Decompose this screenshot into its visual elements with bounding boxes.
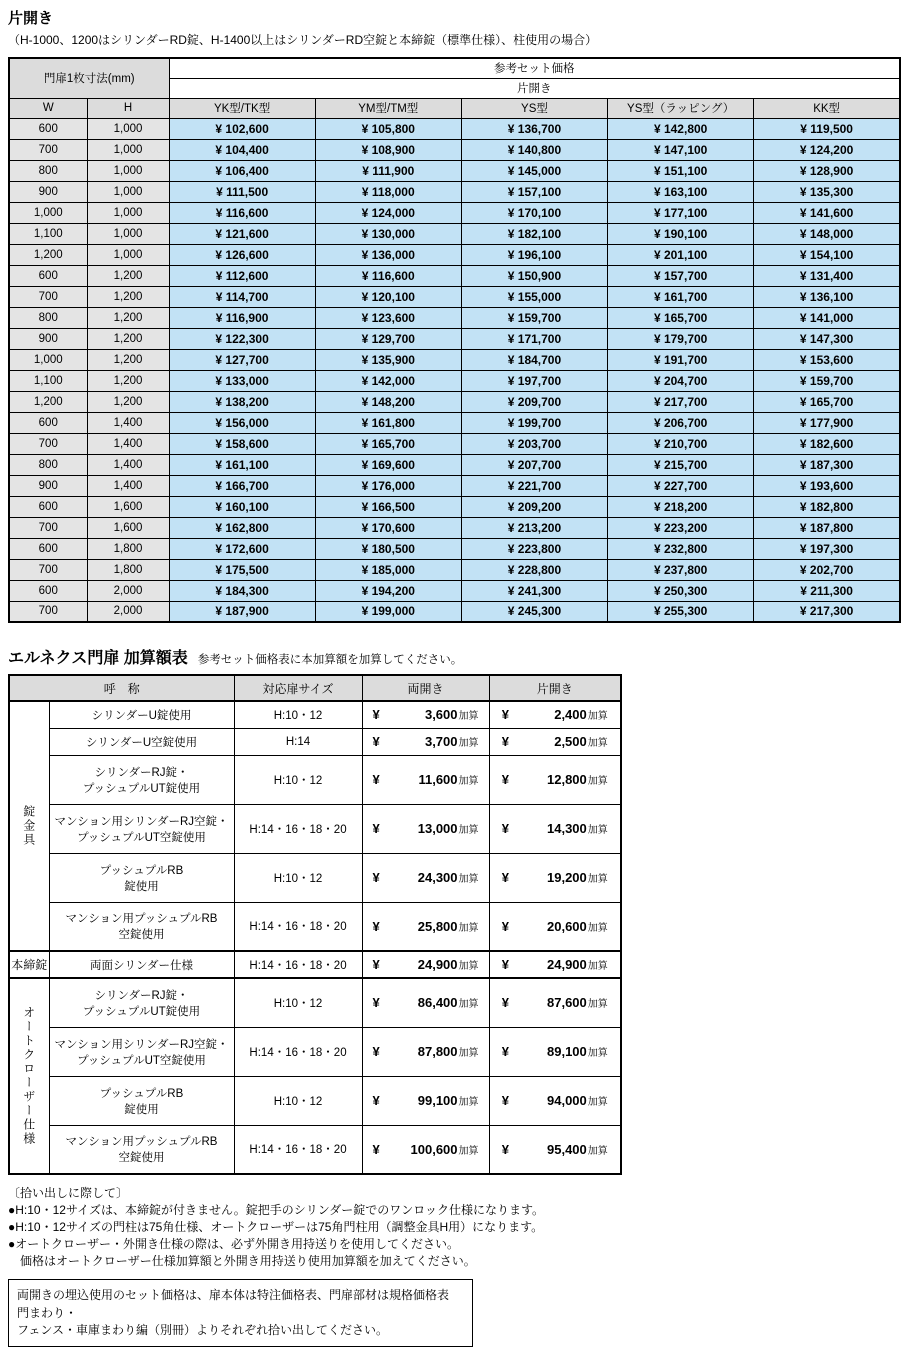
price-row: [9, 307, 900, 328]
price-cell: ¥ 158,600: [169, 433, 315, 454]
price-cell: ¥ 217,700: [608, 391, 754, 412]
price-cell: ¥ 213,200: [461, 517, 607, 538]
price-cell: ¥ 148,200: [315, 391, 461, 412]
surcharge-section-header: [8, 645, 901, 668]
price-cell: ¥ 196,100: [461, 244, 607, 265]
price-cell: ¥ 172,600: [169, 538, 315, 559]
group-label: 本締錠: [9, 951, 49, 978]
price-cell: ¥ 147,300: [754, 328, 900, 349]
price-cell: ¥ 182,800: [754, 496, 900, 517]
group-label: 錠金具: [9, 701, 49, 951]
surcharge-row: [9, 755, 621, 804]
price-cell: ¥ 130,000: [315, 223, 461, 244]
h-cell: 1,400: [87, 412, 169, 433]
item-name-cell: プッシュプルRB 錠使用: [49, 853, 234, 902]
surcharge-row: [9, 978, 621, 1027]
price-row: [9, 412, 900, 433]
h-cell: 1,800: [87, 559, 169, 580]
surcharge-col-double: 両開き: [362, 675, 489, 701]
price-cell: ¥ 227,700: [608, 475, 754, 496]
w-cell: 800: [9, 307, 87, 328]
h-cell: 1,800: [87, 538, 169, 559]
surcharge-table-body: [9, 701, 621, 1174]
price-cell: ¥ 185,000: [315, 559, 461, 580]
surcharge-col-size: 対応扉サイズ: [234, 675, 362, 701]
door-size-cell: H:10・12: [234, 701, 362, 728]
h-cell: 1,200: [87, 265, 169, 286]
price-cell: ¥ 114,700: [169, 286, 315, 307]
surcharge-row: [9, 701, 621, 728]
price-cell: ¥ 108,900: [315, 139, 461, 160]
price-cell: ¥ 209,200: [461, 496, 607, 517]
price-row: [9, 391, 900, 412]
h-cell: 2,000: [87, 601, 169, 622]
h-cell: 1,000: [87, 244, 169, 265]
boxed-note-line: 両開きの埋込使用のセット価格は、扉本体は特注価格表、門扉部材は規格価格表 門まわり・: [17, 1288, 450, 1320]
price-cell: ¥ 136,100: [754, 286, 900, 307]
single-price-cell: ¥ 14,300 加算: [489, 804, 621, 853]
w-cell: 700: [9, 559, 87, 580]
h-cell: 1,200: [87, 307, 169, 328]
col-header-yk: YK型/TK型: [169, 98, 315, 118]
price-cell: ¥ 161,700: [608, 286, 754, 307]
single-price-cell: ¥ 20,600 加算: [489, 902, 621, 951]
single-price-cell: ¥ 24,900 加算: [489, 951, 621, 978]
price-table-body: [9, 118, 900, 622]
price-row: [9, 517, 900, 538]
price-cell: ¥ 194,200: [315, 580, 461, 601]
price-row: [9, 265, 900, 286]
price-cell: ¥ 165,700: [608, 307, 754, 328]
door-size-cell: H:10・12: [234, 755, 362, 804]
price-cell: ¥ 210,700: [608, 433, 754, 454]
col-header-ys-wrap: YS型（ラッピング）: [608, 98, 754, 118]
price-cell: ¥ 105,800: [315, 118, 461, 139]
door-size-cell: H:14・16・18・20: [234, 1027, 362, 1076]
w-cell: 700: [9, 517, 87, 538]
item-name-cell: シリンダーRJ錠・ プッシュプルUT錠使用: [49, 978, 234, 1027]
price-cell: ¥ 104,400: [169, 139, 315, 160]
price-cell: ¥ 157,100: [461, 181, 607, 202]
price-cell: ¥ 157,700: [608, 265, 754, 286]
price-cell: ¥ 232,800: [608, 538, 754, 559]
price-cell: ¥ 184,300: [169, 580, 315, 601]
door-size-cell: H:10・12: [234, 853, 362, 902]
price-cell: ¥ 133,000: [169, 370, 315, 391]
price-cell: ¥ 116,900: [169, 307, 315, 328]
price-cell: ¥ 126,600: [169, 244, 315, 265]
price-cell: ¥ 166,500: [315, 496, 461, 517]
w-cell: 600: [9, 496, 87, 517]
double-price-cell: ¥ 24,300 加算: [362, 853, 489, 902]
price-cell: ¥ 116,600: [169, 202, 315, 223]
price-cell: ¥ 148,000: [754, 223, 900, 244]
h-cell: 1,400: [87, 475, 169, 496]
single-price-cell: ¥ 95,400 加算: [489, 1125, 621, 1174]
price-cell: ¥ 136,000: [315, 244, 461, 265]
w-cell: 600: [9, 118, 87, 139]
price-cell: ¥ 112,600: [169, 265, 315, 286]
price-cell: ¥ 182,600: [754, 433, 900, 454]
single-price-cell: ¥ 87,600 加算: [489, 978, 621, 1027]
price-cell: ¥ 237,800: [608, 559, 754, 580]
boxed-note: [8, 1279, 473, 1347]
price-row: [9, 118, 900, 139]
price-cell: ¥ 162,800: [169, 517, 315, 538]
price-cell: ¥ 193,600: [754, 475, 900, 496]
w-cell: 700: [9, 433, 87, 454]
w-cell: 1,100: [9, 223, 87, 244]
price-cell: ¥ 221,700: [461, 475, 607, 496]
price-cell: ¥ 182,100: [461, 223, 607, 244]
price-row: [9, 181, 900, 202]
single-price-cell: ¥ 19,200 加算: [489, 853, 621, 902]
w-cell: 1,200: [9, 244, 87, 265]
note-line: 価格はオートクローザー仕様加算額と外開き用持送り使用加算額を加えてください。: [8, 1254, 476, 1269]
w-cell: 1,200: [9, 391, 87, 412]
w-cell: 800: [9, 454, 87, 475]
price-cell: ¥ 111,900: [315, 160, 461, 181]
price-cell: ¥ 163,100: [608, 181, 754, 202]
price-row: [9, 601, 900, 622]
price-cell: ¥ 241,300: [461, 580, 607, 601]
surcharge-row: [9, 1076, 621, 1125]
notes: [8, 1185, 901, 1270]
price-row: [9, 559, 900, 580]
single-price-cell: ¥ 94,000 加算: [489, 1076, 621, 1125]
single-price-cell: ¥ 2,500 加算: [489, 728, 621, 755]
price-cell: ¥ 161,800: [315, 412, 461, 433]
double-price-cell: ¥ 25,800 加算: [362, 902, 489, 951]
price-cell: ¥ 170,600: [315, 517, 461, 538]
price-row: [9, 433, 900, 454]
surcharge-row: [9, 902, 621, 951]
price-cell: ¥ 255,300: [608, 601, 754, 622]
surcharge-table: [8, 674, 622, 1175]
surcharge-row: [9, 1125, 621, 1174]
price-row: [9, 349, 900, 370]
col-header-kk: KK型: [754, 98, 900, 118]
price-cell: ¥ 175,500: [169, 559, 315, 580]
w-cell: 700: [9, 139, 87, 160]
w-cell: 600: [9, 265, 87, 286]
price-cell: ¥ 165,700: [754, 391, 900, 412]
price-cell: ¥ 223,200: [608, 517, 754, 538]
h-cell: 1,200: [87, 349, 169, 370]
price-row: [9, 370, 900, 391]
w-cell: 1,000: [9, 349, 87, 370]
w-cell: 800: [9, 160, 87, 181]
price-cell: ¥ 147,100: [608, 139, 754, 160]
door-size-cell: H:10・12: [234, 1076, 362, 1125]
double-price-cell: ¥ 11,600 加算: [362, 755, 489, 804]
w-cell: 1,100: [9, 370, 87, 391]
w-cell: 900: [9, 475, 87, 496]
price-cell: ¥ 223,800: [461, 538, 607, 559]
price-cell: ¥ 145,000: [461, 160, 607, 181]
price-cell: ¥ 204,700: [608, 370, 754, 391]
page-title: 片開き: [8, 10, 54, 27]
w-cell: 700: [9, 601, 87, 622]
door-size-cell: H:14・16・18・20: [234, 804, 362, 853]
price-cell: ¥ 199,000: [315, 601, 461, 622]
price-cell: ¥ 140,800: [461, 139, 607, 160]
price-cell: ¥ 135,300: [754, 181, 900, 202]
set-price-header-cell: 参考セット価格: [169, 58, 900, 78]
double-price-cell: ¥ 86,400 加算: [362, 978, 489, 1027]
price-cell: ¥ 136,700: [461, 118, 607, 139]
h-cell: 1,000: [87, 139, 169, 160]
price-table-header: [9, 58, 900, 118]
price-cell: ¥ 142,000: [315, 370, 461, 391]
h-cell: 1,000: [87, 202, 169, 223]
surcharge-row: [9, 951, 621, 978]
price-cell: ¥ 217,300: [754, 601, 900, 622]
h-cell: 1,000: [87, 118, 169, 139]
surcharge-subtitle: 参考セット価格表に本加算額を加算してください。: [197, 654, 463, 666]
price-cell: ¥ 169,600: [315, 454, 461, 475]
price-cell: ¥ 138,200: [169, 391, 315, 412]
price-cell: ¥ 142,800: [608, 118, 754, 139]
price-cell: ¥ 228,800: [461, 559, 607, 580]
price-cell: ¥ 124,200: [754, 139, 900, 160]
price-cell: ¥ 197,700: [461, 370, 607, 391]
price-cell: ¥ 106,400: [169, 160, 315, 181]
price-cell: ¥ 245,300: [461, 601, 607, 622]
surcharge-title: エルネクス門扉 加算額表: [8, 650, 188, 667]
h-cell: 1,000: [87, 160, 169, 181]
item-name-cell: マンション用プッシュプルRB 空錠使用: [49, 902, 234, 951]
note-line: ●H:10・12サイズの門柱は75角仕様、オートクローザーは75角門柱用（調整金具H用）になります。: [8, 1220, 544, 1235]
price-row: [9, 580, 900, 601]
double-price-cell: ¥ 3,700 加算: [362, 728, 489, 755]
price-cell: ¥ 203,700: [461, 433, 607, 454]
price-cell: ¥ 131,400: [754, 265, 900, 286]
item-name-cell: マンション用シリンダーRJ空錠・ プッシュプルUT空錠使用: [49, 804, 234, 853]
surcharge-col-name: 呼 称: [9, 675, 234, 701]
w-cell: 1,000: [9, 202, 87, 223]
price-cell: ¥ 187,300: [754, 454, 900, 475]
door-size-cell: H:14・16・18・20: [234, 1125, 362, 1174]
price-cell: ¥ 218,200: [608, 496, 754, 517]
price-cell: ¥ 177,900: [754, 412, 900, 433]
boxed-note-line: フェンス・車庫まわり編（別冊）よりそれぞれ拾い出してください。: [17, 1322, 389, 1337]
price-cell: ¥ 202,700: [754, 559, 900, 580]
h-cell: 1,600: [87, 517, 169, 538]
price-cell: ¥ 159,700: [461, 307, 607, 328]
price-cell: ¥ 171,700: [461, 328, 607, 349]
price-row: [9, 160, 900, 181]
col-header-w: W: [9, 98, 87, 118]
double-price-cell: ¥ 87,800 加算: [362, 1027, 489, 1076]
price-cell: ¥ 201,100: [608, 244, 754, 265]
double-price-cell: ¥ 24,900 加算: [362, 951, 489, 978]
price-cell: ¥ 180,500: [315, 538, 461, 559]
h-cell: 1,000: [87, 223, 169, 244]
price-cell: ¥ 184,700: [461, 349, 607, 370]
price-row: [9, 328, 900, 349]
item-name-cell: 両面シリンダー仕様: [49, 951, 234, 978]
w-cell: 600: [9, 538, 87, 559]
price-cell: ¥ 135,900: [315, 349, 461, 370]
price-cell: ¥ 123,600: [315, 307, 461, 328]
h-cell: 1,200: [87, 328, 169, 349]
price-cell: ¥ 160,100: [169, 496, 315, 517]
item-name-cell: シリンダーU錠使用: [49, 701, 234, 728]
w-cell: 600: [9, 412, 87, 433]
surcharge-row: [9, 1027, 621, 1076]
door-size-cell: H:14・16・18・20: [234, 951, 362, 978]
price-cell: ¥ 191,700: [608, 349, 754, 370]
price-cell: ¥ 209,700: [461, 391, 607, 412]
notes-heading: 〔拾い出しに際して〕: [8, 1186, 129, 1200]
surcharge-row: [9, 853, 621, 902]
price-row: [9, 475, 900, 496]
price-cell: ¥ 176,000: [315, 475, 461, 496]
double-price-cell: ¥ 99,100 加算: [362, 1076, 489, 1125]
col-header-ym: YM型/TM型: [315, 98, 461, 118]
price-row: [9, 244, 900, 265]
single-price-cell: ¥ 2,400 加算: [489, 701, 621, 728]
h-cell: 1,200: [87, 391, 169, 412]
item-name-cell: マンション用シリンダーRJ空錠・ プッシュプルUT空錠使用: [49, 1027, 234, 1076]
h-cell: 1,200: [87, 286, 169, 307]
price-cell: ¥ 151,100: [608, 160, 754, 181]
price-cell: ¥ 207,700: [461, 454, 607, 475]
w-cell: 600: [9, 580, 87, 601]
h-cell: 1,600: [87, 496, 169, 517]
h-cell: 2,000: [87, 580, 169, 601]
price-cell: ¥ 116,600: [315, 265, 461, 286]
price-cell: ¥ 141,000: [754, 307, 900, 328]
price-cell: ¥ 190,100: [608, 223, 754, 244]
w-cell: 900: [9, 328, 87, 349]
price-row: [9, 223, 900, 244]
w-cell: 900: [9, 181, 87, 202]
price-cell: ¥ 122,300: [169, 328, 315, 349]
w-cell: 700: [9, 286, 87, 307]
h-cell: 1,400: [87, 433, 169, 454]
price-row: [9, 538, 900, 559]
double-price-cell: ¥ 100,600 加算: [362, 1125, 489, 1174]
price-cell: ¥ 170,100: [461, 202, 607, 223]
price-cell: ¥ 119,500: [754, 118, 900, 139]
surcharge-col-single: 片開き: [489, 675, 621, 701]
price-cell: ¥ 129,700: [315, 328, 461, 349]
price-cell: ¥ 155,000: [461, 286, 607, 307]
price-cell: ¥ 141,600: [754, 202, 900, 223]
price-cell: ¥ 215,700: [608, 454, 754, 475]
col-header-ys: YS型: [461, 98, 607, 118]
price-cell: ¥ 127,700: [169, 349, 315, 370]
surcharge-table-header: [9, 675, 621, 701]
price-cell: ¥ 197,300: [754, 538, 900, 559]
item-name-cell: シリンダーU空錠使用: [49, 728, 234, 755]
price-cell: ¥ 156,000: [169, 412, 315, 433]
price-cell: ¥ 154,100: [754, 244, 900, 265]
price-row: [9, 496, 900, 517]
price-cell: ¥ 153,600: [754, 349, 900, 370]
price-cell: ¥ 102,600: [169, 118, 315, 139]
double-price-cell: ¥ 13,000 加算: [362, 804, 489, 853]
double-price-cell: ¥ 3,600 加算: [362, 701, 489, 728]
note-line: ●オートクローザー・外開き仕様の際は、必ず外開き用持送りを使用してください。: [8, 1237, 460, 1252]
price-cell: ¥ 124,000: [315, 202, 461, 223]
h-cell: 1,000: [87, 181, 169, 202]
price-cell: ¥ 187,900: [169, 601, 315, 622]
h-cell: 1,200: [87, 370, 169, 391]
price-cell: ¥ 128,900: [754, 160, 900, 181]
group-label: オートクローザー仕様: [9, 978, 49, 1174]
price-cell: ¥ 161,100: [169, 454, 315, 475]
price-cell: ¥ 159,700: [754, 370, 900, 391]
price-cell: ¥ 211,300: [754, 580, 900, 601]
item-name-cell: マンション用プッシュプルRB 空錠使用: [49, 1125, 234, 1174]
price-cell: ¥ 150,900: [461, 265, 607, 286]
price-cell: ¥ 199,700: [461, 412, 607, 433]
note-line: ●H:10・12サイズは、本締錠が付きません。錠把手のシリンダー錠でのワンロック仕様になります。: [8, 1203, 545, 1218]
h-cell: 1,400: [87, 454, 169, 475]
price-row: [9, 139, 900, 160]
price-cell: ¥ 187,800: [754, 517, 900, 538]
price-cell: ¥ 179,700: [608, 328, 754, 349]
dim-header-cell: 門扉1枚寸法(mm): [9, 58, 169, 98]
col-header-h: H: [87, 98, 169, 118]
price-row: [9, 454, 900, 475]
surcharge-row: [9, 804, 621, 853]
single-price-cell: ¥ 12,800 加算: [489, 755, 621, 804]
single-price-cell: ¥ 89,100 加算: [489, 1027, 621, 1076]
price-cell: ¥ 120,100: [315, 286, 461, 307]
price-cell: ¥ 177,100: [608, 202, 754, 223]
item-name-cell: シリンダーRJ錠・ プッシュプルUT錠使用: [49, 755, 234, 804]
item-name-cell: プッシュプルRB 錠使用: [49, 1076, 234, 1125]
price-cell: ¥ 111,500: [169, 181, 315, 202]
price-cell: ¥ 165,700: [315, 433, 461, 454]
price-cell: ¥ 118,000: [315, 181, 461, 202]
price-row: [9, 286, 900, 307]
door-size-cell: H:14・16・18・20: [234, 902, 362, 951]
price-cell: ¥ 166,700: [169, 475, 315, 496]
price-table: [8, 57, 901, 623]
price-cell: ¥ 121,600: [169, 223, 315, 244]
price-cell: ¥ 250,300: [608, 580, 754, 601]
door-size-cell: H:14: [234, 728, 362, 755]
page-subtitle: （H-1000、1200はシリンダーRD錠、H-1400以上はシリンダーRD空錠と本締錠（標準仕様）、柱使用の場合）: [8, 33, 598, 47]
single-swing-header-cell: 片開き: [169, 78, 900, 98]
price-row: [9, 202, 900, 223]
door-size-cell: H:10・12: [234, 978, 362, 1027]
surcharge-row: [9, 728, 621, 755]
price-cell: ¥ 206,700: [608, 412, 754, 433]
